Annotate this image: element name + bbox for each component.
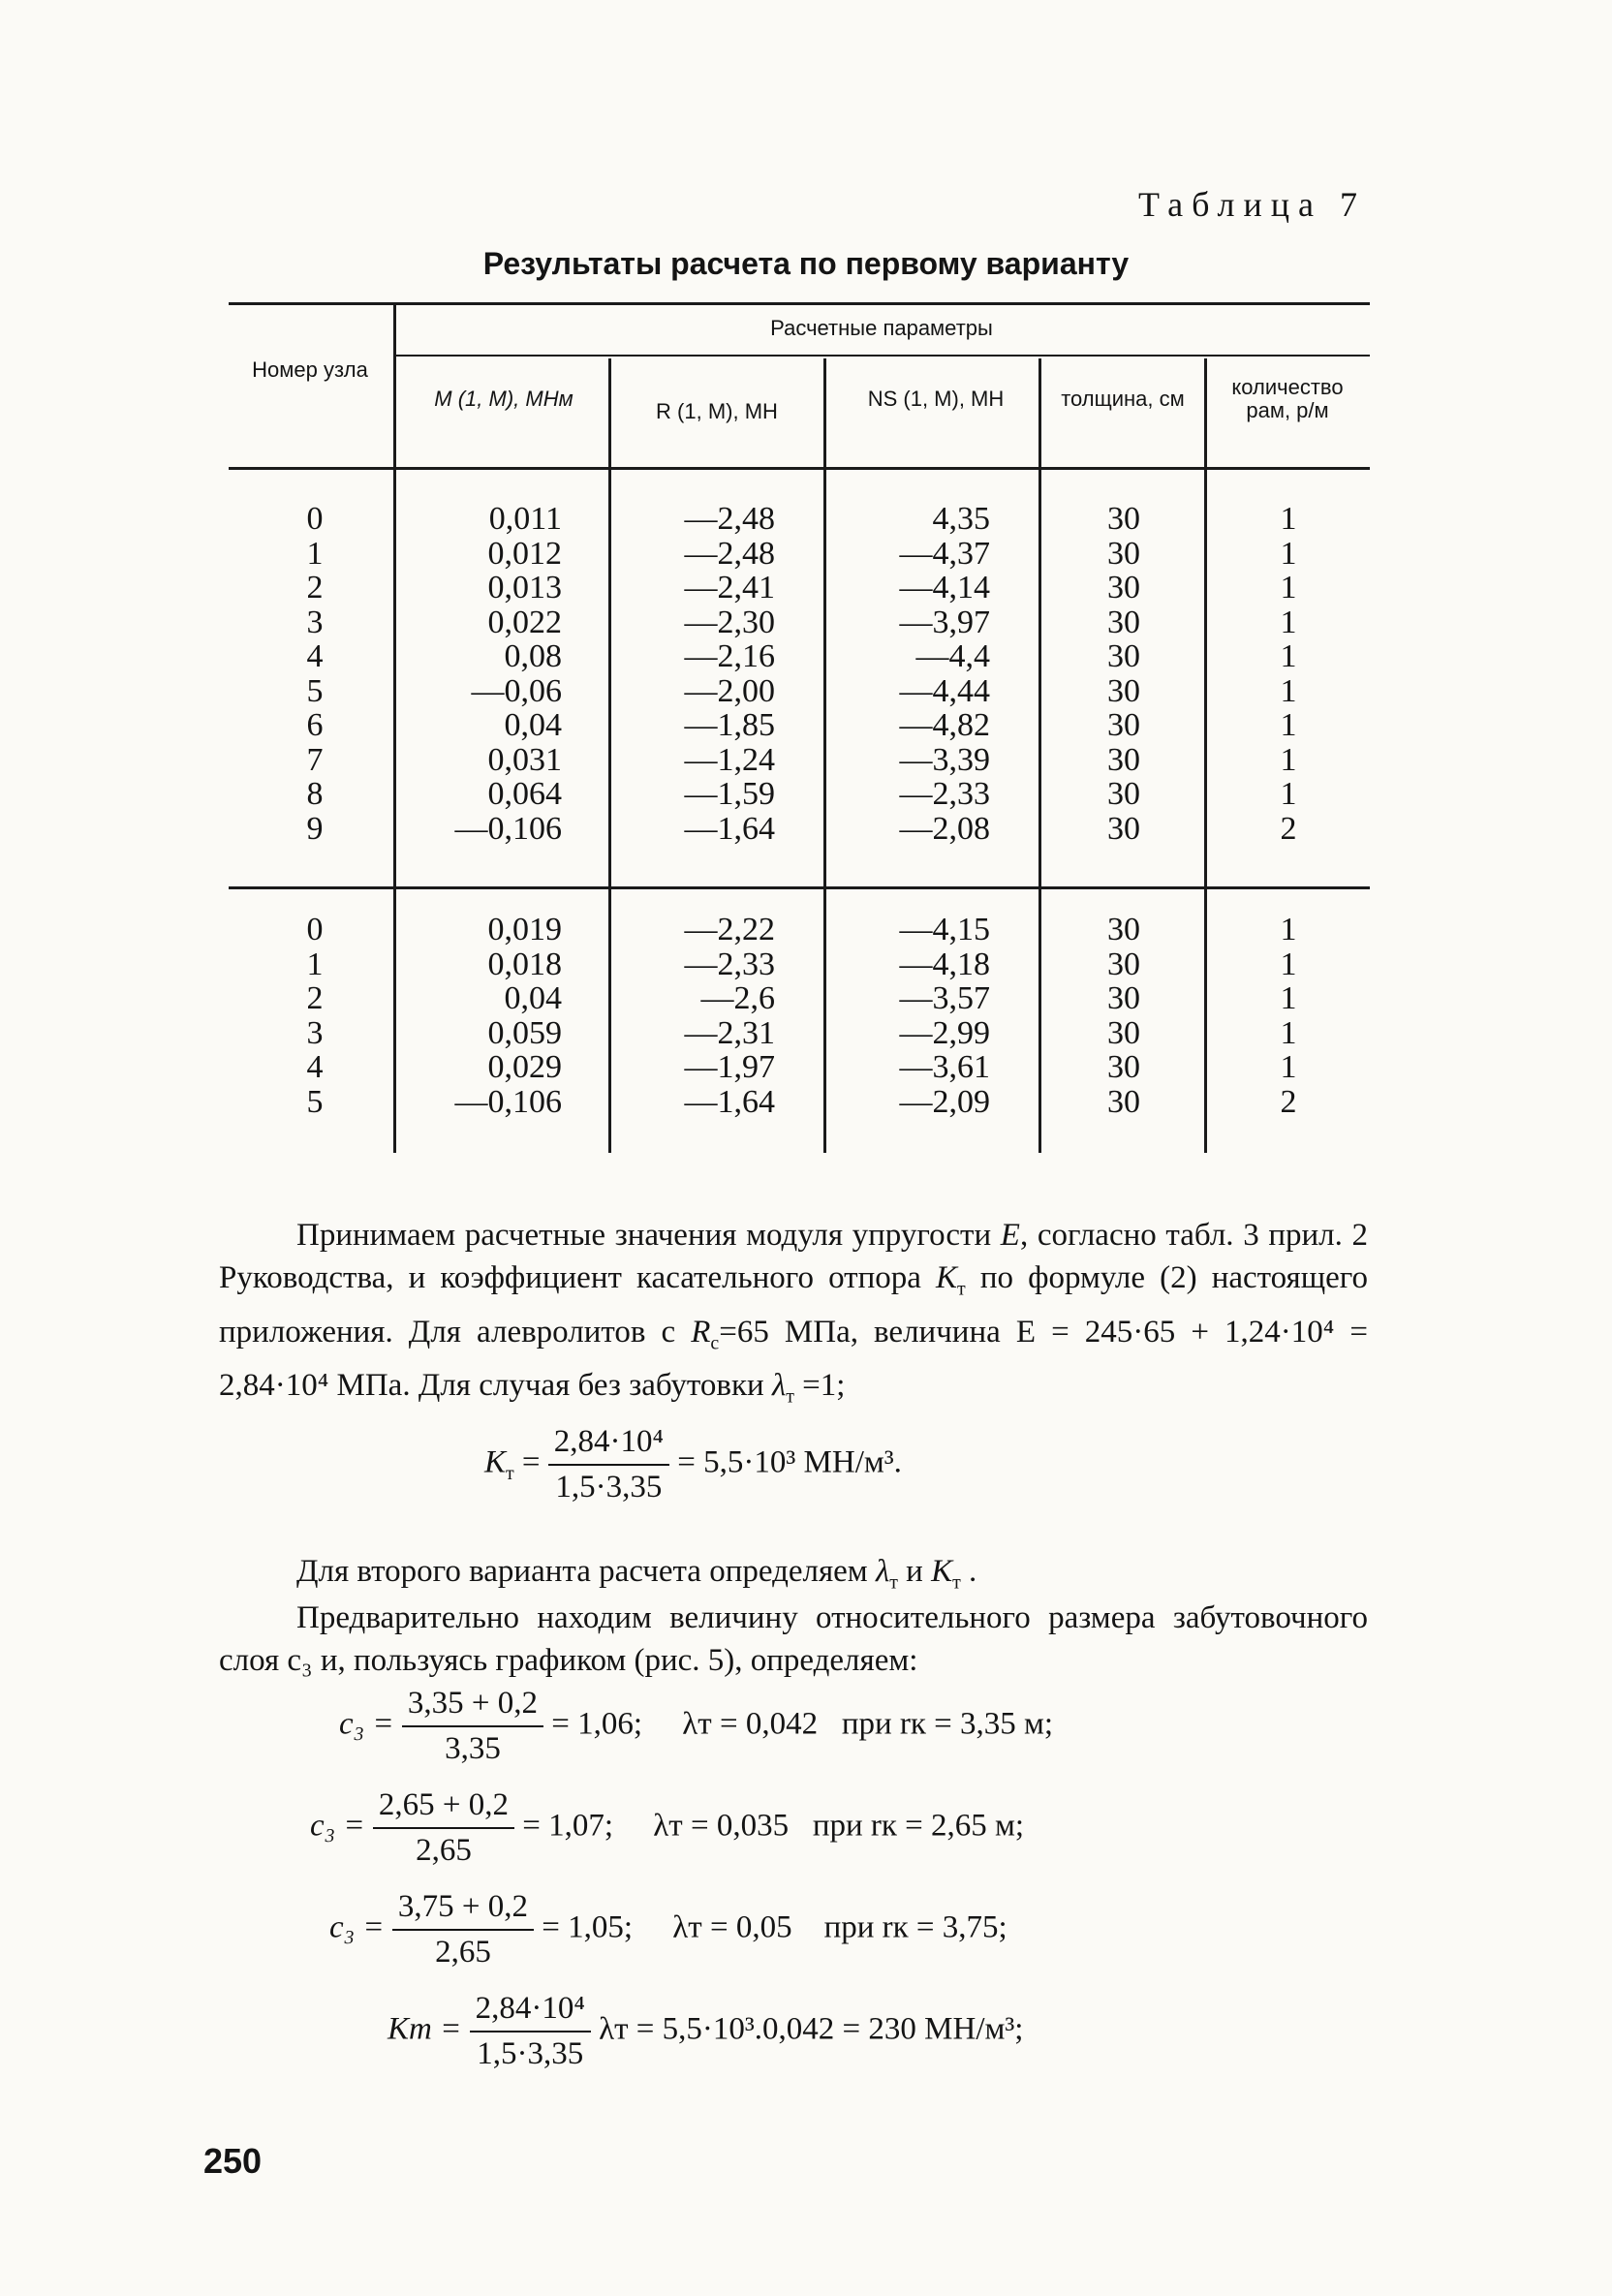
table-cell-r: —1,85: [684, 707, 775, 743]
block1-node-column: [262, 502, 368, 846]
table-cell-node: 0: [306, 912, 324, 947]
table-header-rule: [229, 467, 1370, 470]
formula-c3-first: [339, 1686, 1053, 1767]
table-cell-m: —0,106: [454, 1083, 562, 1120]
page-number: 250: [203, 2141, 263, 2181]
fraction: [402, 1686, 543, 1767]
symbol-lambda: λ: [875, 1554, 890, 1589]
table-cell-thickness: 30: [1107, 741, 1140, 778]
table-cell-node: 1: [306, 535, 324, 572]
table-cell-m: 0,012: [487, 535, 562, 572]
table-cell-node: 2: [306, 980, 324, 1016]
table-cell-thickness: 30: [1107, 707, 1140, 743]
table-cell-ns: 4,35: [932, 501, 990, 537]
block2-thickness-column: [1066, 913, 1182, 1119]
table-cell-frames: 2: [1280, 810, 1297, 847]
table-cell-ns: —3,97: [899, 604, 990, 640]
table-cell-thickness: 30: [1107, 638, 1140, 674]
table-cell-node: 2: [306, 570, 324, 605]
table-cell-thickness: 30: [1107, 570, 1140, 605]
subscript: т: [506, 1463, 514, 1485]
text-run: =1;: [793, 1368, 846, 1404]
table-cell-node: 7: [306, 741, 324, 778]
table-cell-frames: 1: [1280, 501, 1297, 537]
table-cell-ns: —2,08: [899, 810, 990, 847]
symbol-lambda: λ: [771, 1368, 787, 1404]
table-cell-node: 0: [306, 501, 324, 537]
table-cell-node: 6: [306, 707, 324, 743]
block2-ns-column: [835, 913, 990, 1119]
denominator: 2,65: [435, 1935, 491, 1970]
block1-m-column: [417, 502, 562, 846]
table-col-divider: [1204, 358, 1207, 1153]
block1-thickness-column: [1066, 502, 1182, 846]
numerator: 2,84·10⁴: [470, 1991, 591, 2032]
numerator: 2,84·10⁴: [548, 1424, 669, 1466]
table-cell-m: 0,04: [504, 707, 562, 743]
header-frames: количество рам, р/м: [1231, 375, 1344, 422]
table-cell-r: —2,22: [684, 912, 775, 947]
table-cell-frames: 1: [1280, 535, 1297, 572]
table-col-divider: [1038, 358, 1041, 1153]
table-cell-frames: 1: [1280, 741, 1297, 778]
table-cell-thickness: 30: [1107, 604, 1140, 640]
table-label: Таблица 7: [1138, 185, 1366, 224]
table-cell-node: 4: [306, 1049, 324, 1085]
table-cell-ns: —4,82: [899, 707, 990, 743]
table-cell-frames: 1: [1280, 776, 1297, 812]
table-cell-m: 0,013: [487, 570, 562, 605]
symbol-K: K: [936, 1260, 958, 1295]
table-cell-thickness: 30: [1107, 1049, 1140, 1085]
symbol-E: E: [1000, 1218, 1020, 1253]
table-cell-ns: —2,09: [899, 1083, 990, 1120]
table-cell-m: 0,022: [487, 604, 562, 640]
subscript: т: [952, 1571, 961, 1594]
text-run: Для случая без забутовки: [410, 1368, 772, 1404]
formula-k-tau-result: [388, 1991, 1023, 2072]
block1-r-column: [620, 502, 775, 846]
subscript: т: [889, 1571, 898, 1594]
paragraph-preliminary: Предварительно находим величину относительного размера забутовочного слоя c₃ и, пользуясь графиком (рис. 5), определяем:: [219, 1600, 1368, 1678]
inline-formula-E: E = 245·65 + 1,24·10⁴ = 2,84·10⁴ МПа.: [219, 1314, 1368, 1404]
symbol-R: R: [691, 1314, 711, 1350]
numerator: 3,35 + 0,2: [402, 1686, 543, 1727]
block1-frames-column: [1230, 502, 1347, 846]
table-cell-m: 0,011: [488, 501, 562, 537]
table-col-divider: [393, 302, 396, 1153]
table-cell-m: 0,059: [487, 1014, 562, 1051]
header-m: M (1, M), МНм: [434, 387, 574, 411]
table-cell-frames: 1: [1280, 707, 1297, 743]
table-cell-r: —2,6: [700, 980, 775, 1016]
table-col-divider: [608, 358, 611, 1153]
formula-k-tau: $K_т$ = $\frac{\text{2,84·10⁴}}{1,5\cdot 3,35}$ = 5,5·10³ МН/м³.: [484, 1424, 902, 1505]
formula-lhs: K: [484, 1444, 507, 1480]
table-cell-node: 3: [306, 604, 324, 640]
table-cell-thickness: 30: [1107, 776, 1140, 812]
formula-rhs: = 1,06; λт = 0,042 при rк = 3,35 м;: [551, 1706, 1054, 1742]
block2-frames-column: [1230, 913, 1347, 1119]
table-cell-m: 0,08: [504, 638, 562, 674]
table-cell-ns: —4,18: [899, 946, 990, 982]
table-cell-frames: 1: [1280, 980, 1297, 1016]
table-cell-ns: —4,4: [915, 638, 990, 674]
table-cell-m: 0,029: [487, 1049, 562, 1085]
symbol-K: K: [931, 1554, 953, 1589]
table-cell-frames: 1: [1280, 1049, 1297, 1085]
table-cell-m: 0,031: [487, 741, 562, 778]
table-cell-ns: —4,44: [899, 672, 990, 709]
table-cell-m: —0,06: [471, 672, 562, 709]
formula-rhs: = 1,05; λт = 0,05 при rк = 3,75;: [542, 1909, 1008, 1945]
formula-lhs: c₃ =: [310, 1808, 365, 1844]
subscript: т: [957, 1278, 966, 1300]
header-ns: NS (1, M), МН: [867, 387, 1005, 411]
table-cell-r: —2,31: [684, 1014, 775, 1051]
block2-m-column: [417, 913, 562, 1119]
table-cell-m: 0,04: [504, 980, 562, 1016]
table-cell-node: 3: [306, 1014, 324, 1051]
text-run: =65 МПа, величина: [719, 1314, 1016, 1350]
formula-c3-second: [310, 1787, 1024, 1869]
formula-rhs: = 1,07; λт = 0,035 при rк = 2,65 м;: [522, 1808, 1025, 1844]
fraction: [373, 1787, 514, 1869]
table-cell-ns: —3,61: [899, 1049, 990, 1085]
table-cell-frames: 1: [1280, 604, 1297, 640]
denominator: 3,35: [445, 1731, 501, 1766]
table-group-rule: [395, 355, 1370, 357]
header-group: Расчетные параметры: [770, 316, 993, 340]
subscript: с: [710, 1332, 720, 1354]
header-node: Номер узла: [252, 357, 368, 382]
numerator: 3,75 + 0,2: [392, 1889, 534, 1931]
table-cell-frames: 2: [1280, 1083, 1297, 1120]
table-cell-thickness: 30: [1107, 980, 1140, 1016]
table-cell-r: —1,97: [684, 1049, 775, 1085]
formula-rhs: = 5,5·10³ МН/м³.: [677, 1444, 902, 1480]
table-cell-thickness: 30: [1107, 946, 1140, 982]
table-block-rule: [229, 886, 1370, 889]
table-cell-ns: —2,33: [899, 776, 990, 812]
table-cell-thickness: 30: [1107, 912, 1140, 947]
table-cell-ns: —4,14: [899, 570, 990, 605]
table-cell-node: 5: [306, 672, 324, 709]
table-cell-node: 8: [306, 776, 324, 812]
text-run: Принимаем расчетные значения модуля упругости: [296, 1218, 1001, 1253]
table-cell-ns: —3,39: [899, 741, 990, 778]
numerator: 2,65 + 0,2: [373, 1787, 514, 1829]
denominator: 1,5·3,35: [555, 1470, 663, 1505]
table-cell-r: —2,48: [684, 535, 775, 572]
table-col-divider: [823, 358, 826, 1153]
table-cell-thickness: 30: [1107, 1083, 1140, 1120]
table-cell-frames: 1: [1280, 912, 1297, 947]
table-cell-thickness: 30: [1107, 672, 1140, 709]
subscript: т: [786, 1385, 794, 1408]
table-cell-ns: —4,37: [899, 535, 990, 572]
table-cell-m: —0,106: [454, 810, 562, 847]
table-cell-ns: —4,15: [899, 912, 990, 947]
table-cell-frames: 1: [1280, 672, 1297, 709]
table-cell-node: 9: [306, 810, 324, 847]
table-cell-frames: 1: [1280, 946, 1297, 982]
table-cell-frames: 1: [1280, 1014, 1297, 1051]
table-top-rule: [229, 302, 1370, 305]
formula-lhs: c₃ =: [329, 1909, 385, 1945]
table-cell-r: —1,24: [684, 741, 775, 778]
text-run: и: [897, 1554, 932, 1589]
formula-rhs: λт = 5,5·10³.0,042 = 230 МН/м³;: [599, 2011, 1024, 2047]
table-cell-frames: 1: [1280, 638, 1297, 674]
table-cell-thickness: 30: [1107, 810, 1140, 847]
table-cell-thickness: 30: [1107, 1014, 1140, 1051]
table-cell-m: 0,019: [487, 912, 562, 947]
table-cell-node: 1: [306, 946, 324, 982]
block2-node-column: [262, 913, 368, 1119]
table-cell-r: —1,64: [684, 810, 775, 847]
table-cell-r: —2,00: [684, 672, 775, 709]
table-cell-m: 0,018: [487, 946, 562, 982]
fraction: [470, 1991, 591, 2072]
table-cell-r: —1,64: [684, 1083, 775, 1120]
table-cell-node: 5: [306, 1083, 324, 1120]
fraction: [392, 1889, 534, 1970]
table-cell-thickness: 30: [1107, 501, 1140, 537]
table-cell-r: —2,16: [684, 638, 775, 674]
fraction: [548, 1424, 669, 1505]
text-run: Для второго варианта расчета определяем: [296, 1554, 876, 1589]
block1-ns-column: [835, 502, 990, 846]
text-run: , согласно табл. 3 прил. 2 Руководства, и коэффициент касательного отпора: [219, 1218, 1368, 1295]
paragraph-moduli: [219, 1214, 1368, 1418]
formula-c3-third: [329, 1889, 1008, 1970]
table-cell-frames: 1: [1280, 570, 1297, 605]
header-r: R (1, M), МН: [656, 399, 778, 423]
table-cell-r: —2,30: [684, 604, 775, 640]
denominator: 1,5·3,35: [477, 2036, 584, 2071]
text-run: по формуле (2) настоящего приложения. Для алевролитов с: [219, 1260, 1368, 1350]
table-cell-r: —2,41: [684, 570, 775, 605]
table-cell-r: —2,48: [684, 501, 775, 537]
denominator: 2,65: [416, 1833, 472, 1868]
block2-r-column: [620, 913, 775, 1119]
table-cell-m: 0,064: [487, 776, 562, 812]
header-thickness: толщина, см: [1061, 387, 1185, 411]
table-cell-thickness: 30: [1107, 535, 1140, 572]
table-cell-ns: —3,57: [899, 980, 990, 1016]
formula-lhs: c₃ =: [339, 1706, 394, 1742]
table-title: Результаты расчета по первому варианту: [482, 246, 1130, 281]
table-cell-r: —2,33: [684, 946, 775, 982]
table-cell-ns: —2,99: [899, 1014, 990, 1051]
text-run: .: [960, 1554, 977, 1589]
table-cell-node: 4: [306, 638, 324, 674]
table-cell-r: —1,59: [684, 776, 775, 812]
formula-lhs: Kт =: [388, 2011, 462, 2047]
